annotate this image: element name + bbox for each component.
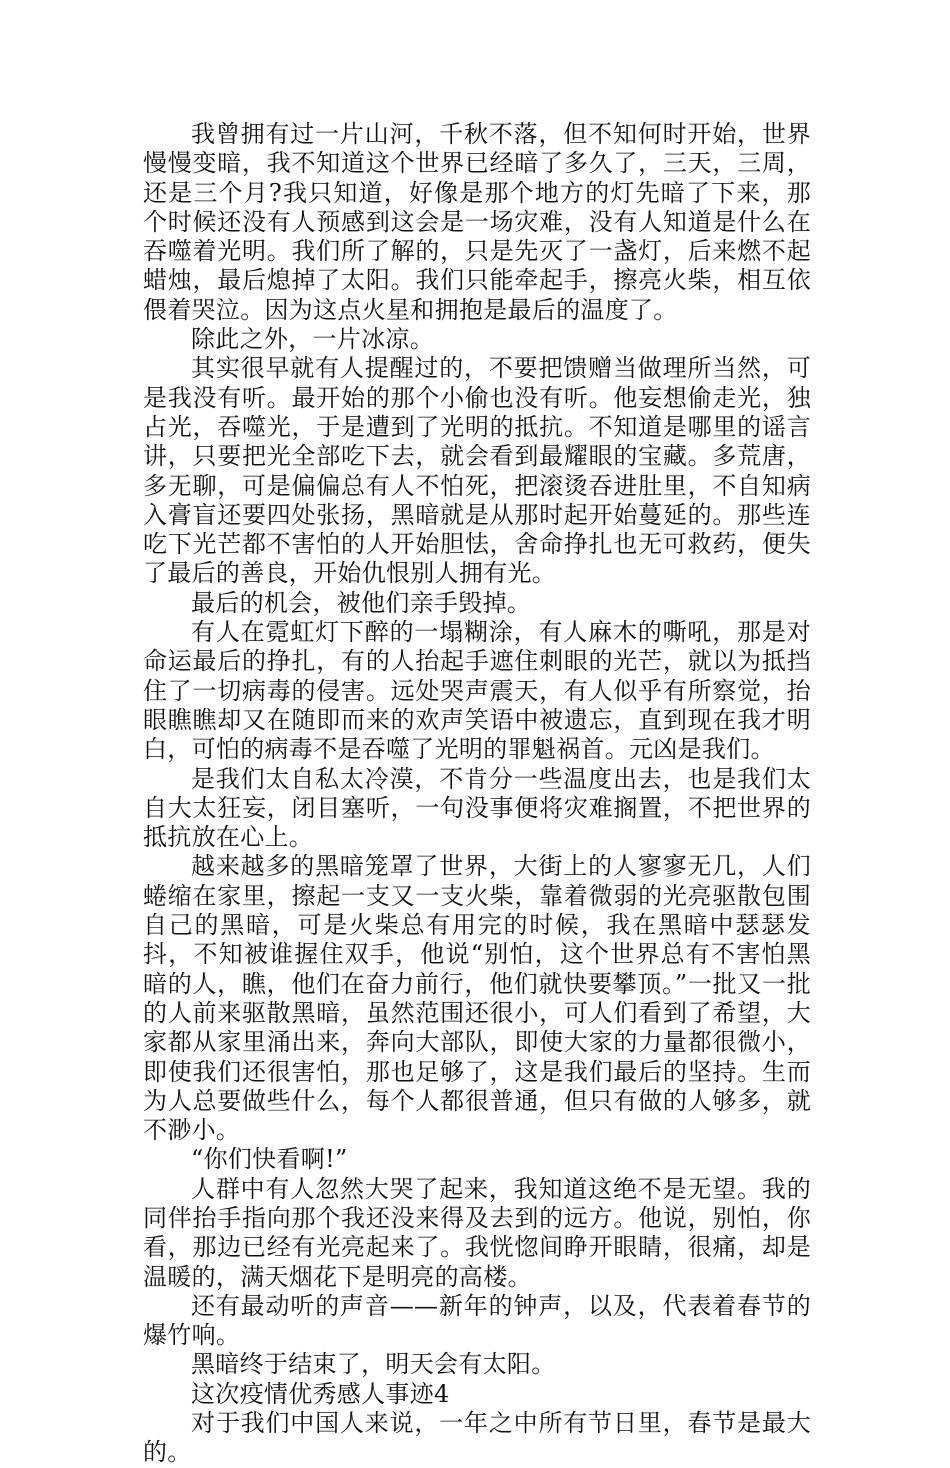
paragraph: 是我们太自私太冷漠，不肯分一些温度出去，也是我们太自大太狂妄，闭目塞听，一句没事便将灾难搁置，不把世界的抵抗放在心上。 [143, 764, 811, 852]
section-heading: 这次疫情优秀感人事迹4 [191, 1379, 450, 1408]
paragraph: 还有最动听的声音——新年的钟声，以及，代表着春节的爆竹响。 [143, 1291, 811, 1350]
paragraph: 黑暗终于结束了，明天会有太阳。 [191, 1350, 556, 1379]
paragraph: 除此之外，一片冰凉。 [191, 325, 434, 354]
paragraph: 越来越多的黑暗笼罩了世界，大街上的人寥寥无几，人们蜷缩在家里，擦起一支又一支火柴，靠着微弱的光亮驱散包围自己的黑暗，可是火柴总有用完的时候，我在黑暗中瑟瑟发抖，不知被谁握住双手，他说“别怕，这个世界总有不害怕黑暗的人，瞧，他们在奋力前行，他们就快要攀顶。”一批又一批的人前来驱散黑暗，虽然范围还很小，可人们看到了希望，大家都从家里涌出来，奔向大部队，即使大家的力量都很微小，即使我们还很害怕，那也足够了，这是我们最后的坚持。生而为人总要做些什么，每个人都很普通，但只有做的人够多，就不渺小。 [143, 852, 811, 1145]
document-page [143, 120, 811, 1468]
paragraph: 我曾拥有过一片山河，千秋不落，但不知何时开始，世界慢慢变暗，我不知道这个世界已经暗了多久了，三天，三周，还是三个月?我只知道，好像是那个地方的灯先暗了下来，那个时候还没有人预感到这会是一场灾难，没有人知道是什么在吞噬着光明。我们所了解的，只是先灭了一盏灯，后来燃不起蜡烛，最后熄掉了太阳。我们只能牵起手，擦亮火柴，相互依偎着哭泣。因为这点火星和拥抱是最后的温度了。 [143, 120, 811, 324]
paragraph: 有人在霓虹灯下醉的一塌糊涂，有人麻木的嘶吼，那是对命运最后的挣扎，有的人抬起手遮住刺眼的光芒，就以为抵挡住了一切病毒的侵害。远处哭声震天，有人似乎有所察觉，抬眼瞧瞧却又在随即而来的欢声笑语中被遗忘，直到现在我才明白，可怕的病毒不是吞噬了光明的罪魁祸首。元凶是我们。 [143, 618, 811, 764]
paragraph: 最后的机会，被他们亲手毁掉。 [191, 588, 532, 617]
paragraph: 人群中有人忽然大哭了起来，我知道这绝不是无望。我的同伴抬手指向那个我还没来得及去到的远方。他说，别怕，你看，那边已经有光亮起来了。我恍惚间睁开眼睛，很痛，却是温暖的，满天烟花下是明亮的高楼。 [143, 1174, 811, 1291]
paragraph: 其实很早就有人提醒过的，不要把馈赠当做理所当然，可是我没有听。最开始的那个小偷也没有听。他妄想偷走光，独占光，吞噬光，于是遭到了光明的抵抗。不知道是哪里的谣言讲，只要把光全部吃下去，就会看到最耀眼的宝藏。多荒唐，多无聊，可是偏偏总有人不怕死，把滚烫吞进肚里，不自知病入膏盲还要四处张扬，黑暗就是从那时起开始蔓延的。那些连吃下光芒都不害怕的人开始胆怯，舍命挣扎也无可救药，便失了最后的善良，开始仇恨别人拥有光。 [143, 354, 811, 588]
paragraph: 对于我们中国人来说，一年之中所有节日里，春节是最大的。 [143, 1409, 811, 1467]
paragraph: “你们快看啊!” [191, 1145, 348, 1174]
